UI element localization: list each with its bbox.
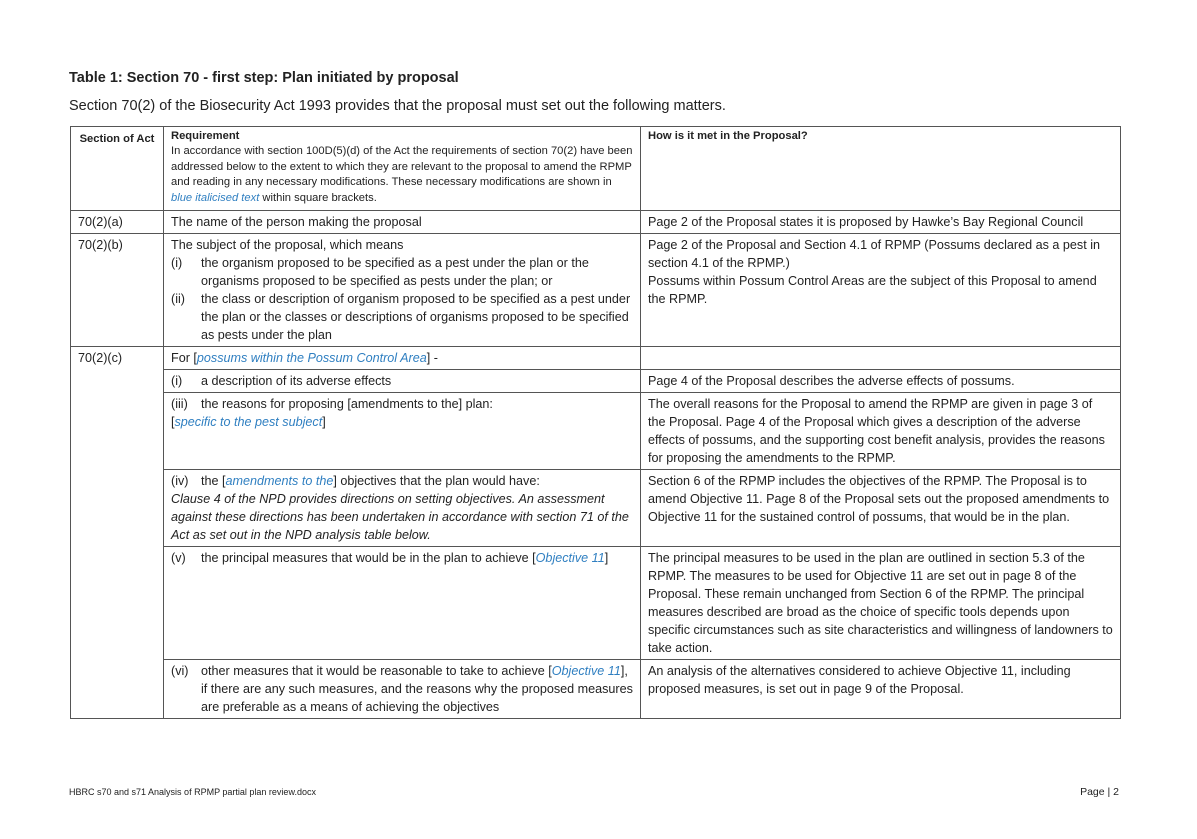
how-met-cell: Page 2 of the Proposal states it is proposed by Hawke’s Bay Regional Council <box>641 211 1121 234</box>
blue-text: specific to the pest subject <box>174 415 323 429</box>
list-text: a description of its adverse effects <box>201 374 392 388</box>
table-row <box>71 660 1121 719</box>
italic-note: Clause 4 of the NPD provides directions on setting objectives. An assessment against these directions has been undertaken in accordance with section 71 of the Act as set out in the NPD analysis table below. <box>171 492 629 542</box>
text-end: ], if there are any such measures, and the reasons why the proposed measures are preferable as a means of achieving the objectives <box>201 664 633 714</box>
list-item <box>171 290 633 344</box>
list-item <box>171 549 633 567</box>
table-row <box>71 347 1121 370</box>
requirement-cell <box>164 234 641 347</box>
section-70-table <box>70 126 1121 719</box>
text: the principal measures that would be in the plan to achieve [ <box>201 551 536 565</box>
blue-text: amendments to the <box>225 474 334 488</box>
for-blue-text: possums within the Possum Control Area <box>196 351 427 365</box>
section-cell: 70(2)(c) <box>71 347 164 719</box>
table-row <box>71 470 1121 547</box>
header-section-of-act: Section of Act <box>71 127 164 211</box>
list-number: (iv) <box>171 474 189 488</box>
list-text <box>201 549 633 567</box>
list-number: (i) <box>171 256 183 270</box>
table-title: Table 1: Section 70 - first step: Plan initiated by proposal <box>69 70 459 86</box>
text: the [ <box>201 474 226 488</box>
list-number: (i) <box>171 374 183 388</box>
list-item <box>171 254 633 290</box>
list-item <box>171 662 633 716</box>
how-met-cell: The overall reasons for the Proposal to amend the RPMP are given in page 3 of the Proposal. Page 4 of the Proposal which gives a description of the adverse effects of possums, and the supporting cost benefit analysis, provides the reasons for proposing the amendments to the RPMP. <box>641 393 1121 470</box>
list-item <box>171 472 633 490</box>
text: other measures that it would be reasonable to take to achieve [ <box>201 664 552 678</box>
blue-text: Objective 11 <box>551 664 621 678</box>
section-cell: 70(2)(b) <box>71 234 164 347</box>
footer-filename: HBRC s70 and s71 Analysis of RPMP partial plan review.docx <box>69 787 316 797</box>
header-requirement <box>164 127 641 211</box>
bracket-close: ] <box>322 415 326 429</box>
requirement-intro: The subject of the proposal, which means <box>171 238 404 252</box>
requirement-cell <box>164 470 641 547</box>
section-cell: 70(2)(a) <box>71 211 164 234</box>
requirement-cell <box>164 393 641 470</box>
list-number: (iii) <box>171 397 188 411</box>
requirement-cell <box>164 547 641 660</box>
list-number: (ii) <box>171 292 185 306</box>
list-text <box>201 472 633 490</box>
how-met-cell: Page 4 of the Proposal describes the adverse effects of possums. <box>641 370 1121 393</box>
intro-paragraph: Section 70(2) of the Biosecurity Act 1993 provides that the proposal must set out the following matters. <box>69 98 726 114</box>
how-met-cell: Section 6 of the RPMP includes the objectives of the RPMP. The Proposal is to amend Objective 11. Page 8 of the Proposal sets out the proposed amendments to Objective 11 for the sustained control of possums, that would be in the plan. <box>641 470 1121 547</box>
header-requirement-note <box>171 144 633 206</box>
how-met-line: Possums within Possum Control Areas are the subject of this Proposal to amend the RPMP. <box>648 274 1097 306</box>
table-header-row <box>71 127 1121 211</box>
header-requirement-label: Requirement <box>171 130 240 142</box>
list-item <box>171 395 633 413</box>
requirement-cell <box>164 660 641 719</box>
list-text: the class or description of organism proposed to be specified as a pest under the plan or the classes or descriptions of organisms proposed to be specified as pests under the plan <box>201 292 631 342</box>
text-end: ] objectives that the plan would have: <box>333 474 540 488</box>
bracket-open: [ <box>171 415 175 429</box>
how-met-cell <box>641 234 1121 347</box>
footer-page-number: Page | 2 <box>1080 786 1119 798</box>
note-text-end: within square brackets. <box>259 191 377 204</box>
requirement-cell <box>164 370 641 393</box>
table-row <box>71 547 1121 660</box>
list-text: the reasons for proposing [amendments to the] plan: <box>201 397 493 411</box>
table-row <box>71 393 1121 470</box>
requirement-cell <box>164 347 641 370</box>
note-blue-text: blue italicised text <box>171 191 260 204</box>
list-number: (vi) <box>171 664 189 678</box>
table-row <box>71 370 1121 393</box>
blue-text: Objective 11 <box>535 551 605 565</box>
how-met-cell: The principal measures to be used in the plan are outlined in section 5.3 of the RPMP. The measures to be used for Objective 11 are set out in page 8 of the Proposal. These remain unchanged from Section 6 of the RPMP. The principal measures described are broad as the choice of specific tools depends upon specific circumstances such as site characteristics and willingness of landowners to take action. <box>641 547 1121 660</box>
how-met-line: Page 2 of the Proposal and Section 4.1 of RPMP (Possums declared as a pest in section 4.1 of the RPMP.) <box>648 238 1101 270</box>
header-how-met: How is it met in the Proposal? <box>641 127 1121 211</box>
note-text: In accordance with section 100D(5)(d) of the Act the requirements of section 70(2) have been addressed below to the extent to which they are relevant to the proposal to amend the RPMP and reading in any necessary modifications. These necessary modifications are shown in <box>171 145 633 188</box>
for-text-end: ] - <box>426 351 438 365</box>
list-item <box>171 372 633 390</box>
text-end: ] <box>604 551 609 565</box>
requirement-note <box>171 413 633 431</box>
requirement-cell: The name of the person making the proposal <box>164 211 641 234</box>
how-met-cell <box>641 347 1121 370</box>
table-row <box>71 234 1121 347</box>
list-number: (v) <box>171 551 186 565</box>
how-met-cell: An analysis of the alternatives considered to achieve Objective 11, including proposed measures, is set out in page 9 of the Proposal. <box>641 660 1121 719</box>
list-text <box>201 662 633 716</box>
table-row <box>71 211 1121 234</box>
list-text: the organism proposed to be specified as a pest under the plan or the organisms proposed to be specified as pests under the plan; or <box>201 256 589 288</box>
for-text: For [ <box>171 351 197 365</box>
